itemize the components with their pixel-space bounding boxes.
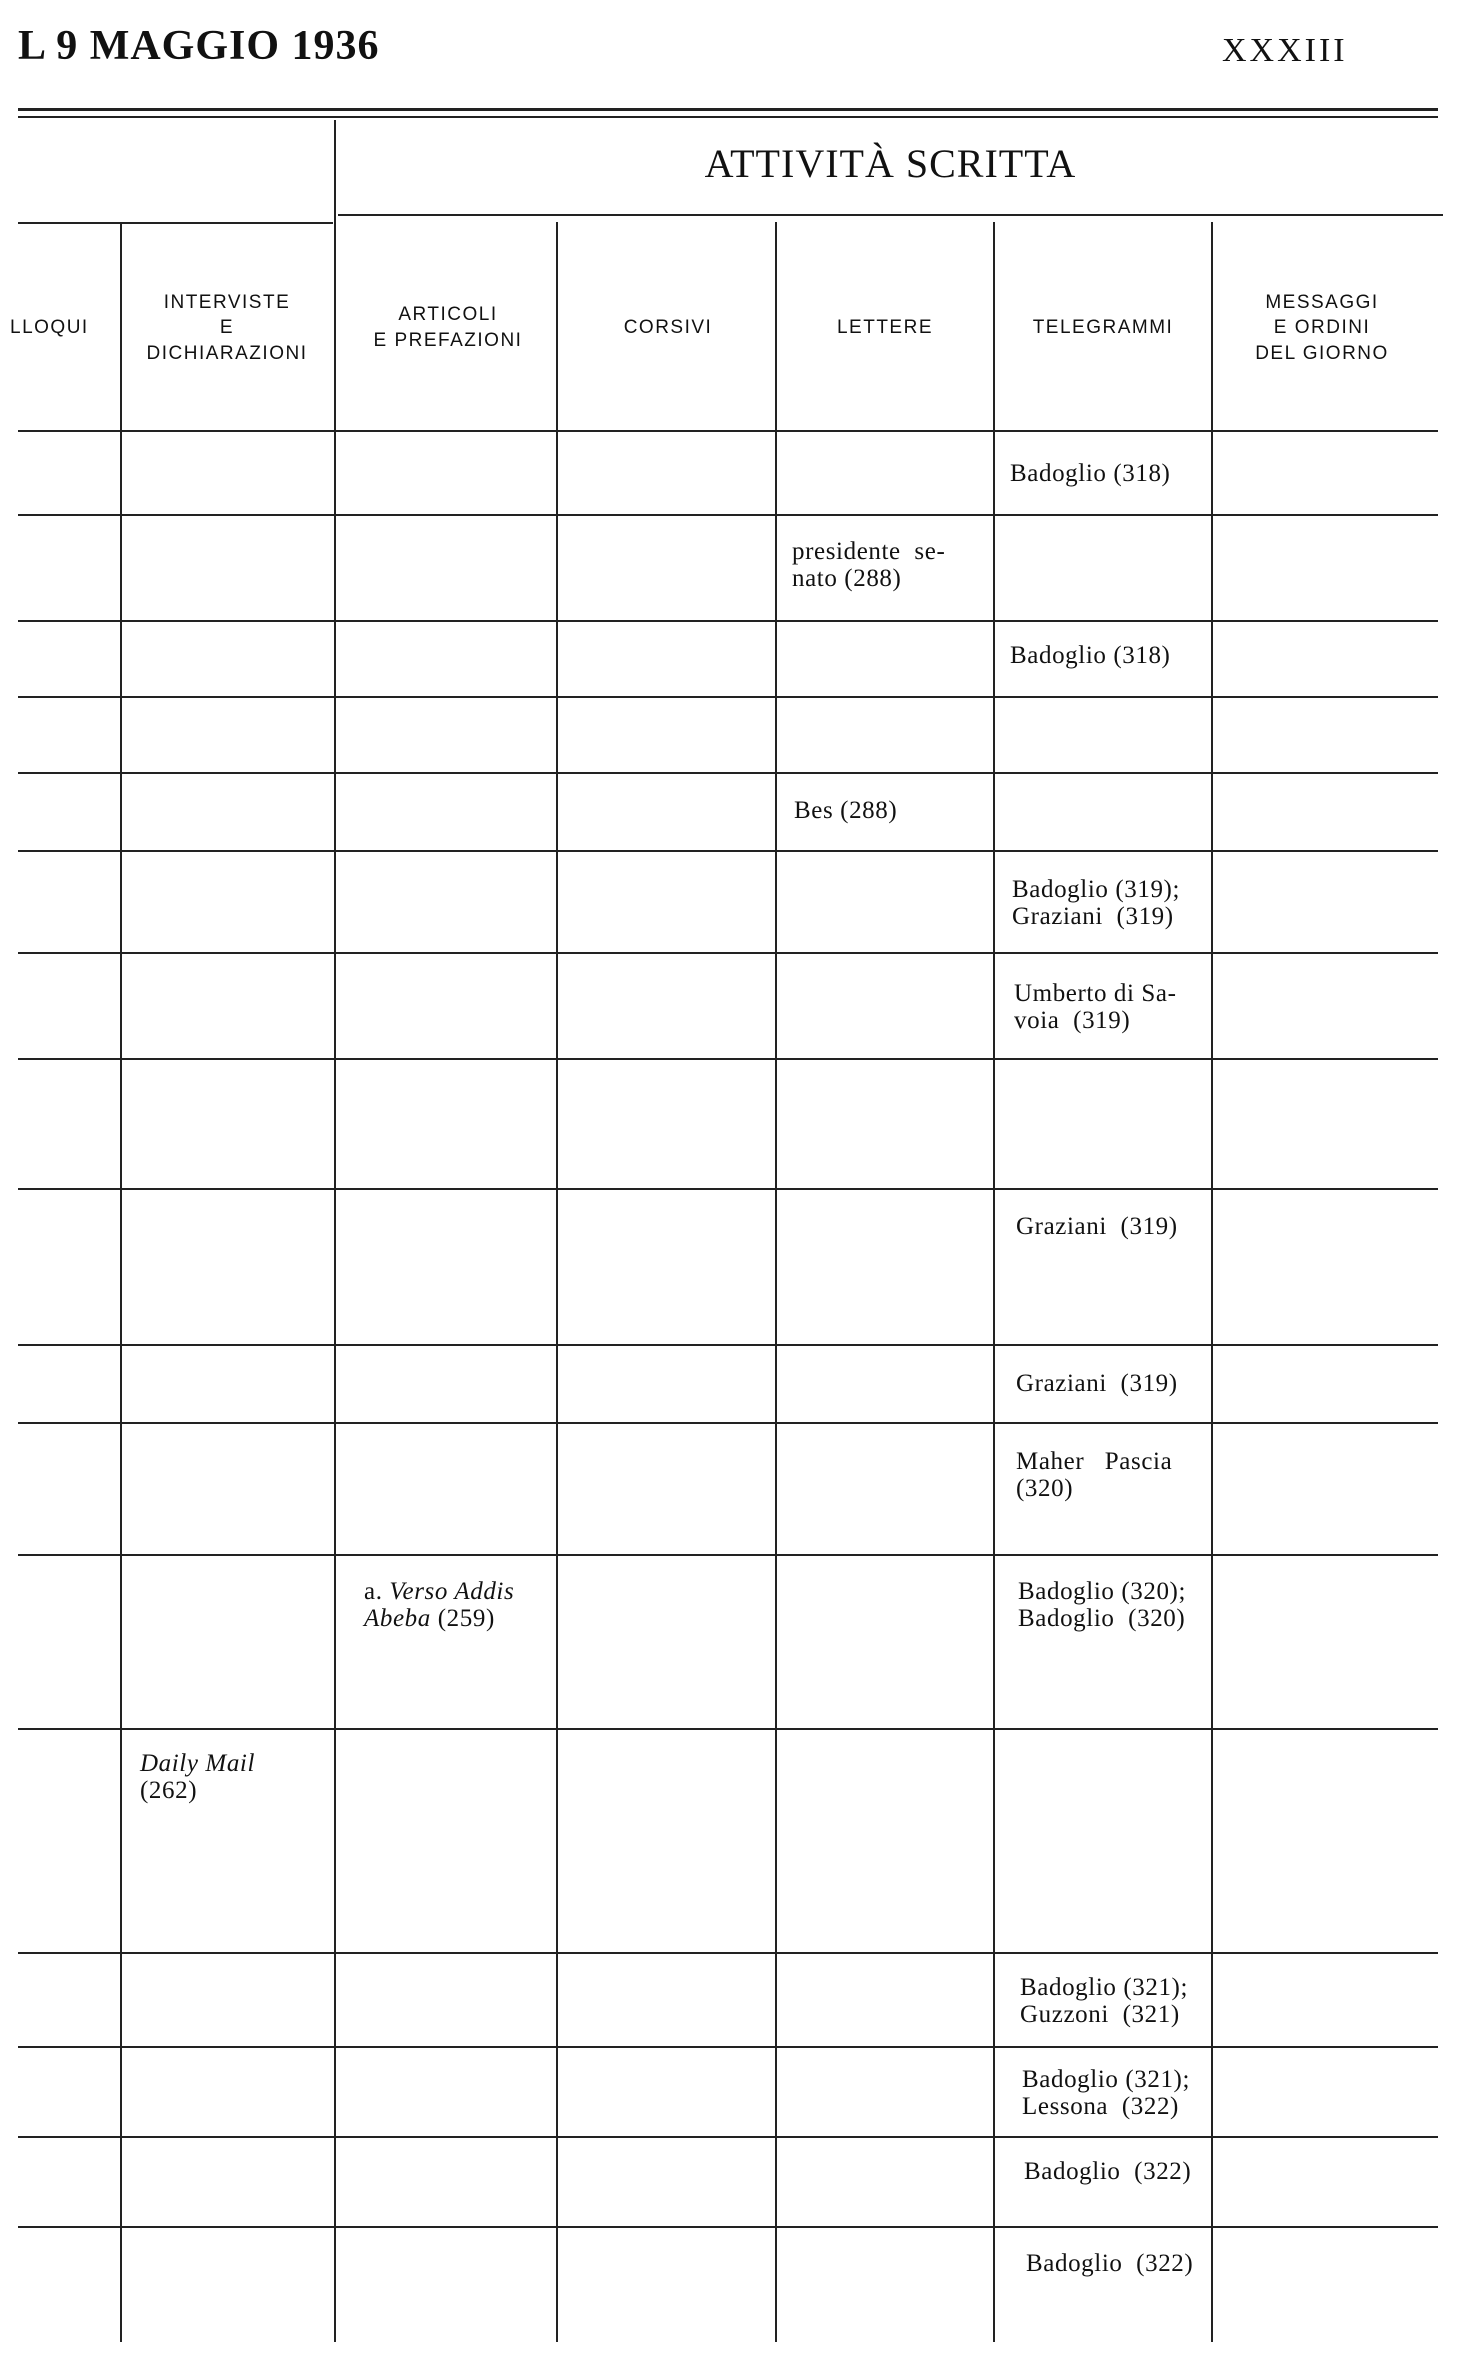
column-header-lettere: LETTERE	[836, 317, 934, 339]
telegram-entry: Badoglio (318)	[1010, 460, 1171, 487]
interview-entry-name: Daily Mail	[140, 1750, 256, 1777]
telegram-entry: Maher Pascia (320)	[1016, 1448, 1173, 1502]
column-header-messaggi-label: MESSAGGI E ORDINI DEL GIORNO	[1255, 291, 1389, 364]
row-divider	[18, 1728, 1438, 1730]
column-divider	[334, 120, 336, 2342]
row-divider	[18, 620, 1438, 622]
column-header-interviste	[122, 268, 332, 388]
section-title: ATTIVITÀ SCRITTA	[704, 141, 1077, 186]
column-divider	[556, 222, 558, 2342]
article-entry-prefix: a.	[364, 1578, 390, 1605]
row-divider	[18, 952, 1438, 954]
telegram-entry: Badoglio (322)	[1024, 2158, 1192, 2185]
column-header-corsivi: CORSIVI	[623, 317, 713, 339]
row-divider	[18, 696, 1438, 698]
row-divider	[18, 1422, 1438, 1424]
column-header-colloqui: LLOQUI	[10, 317, 89, 339]
telegram-entry: Badoglio (319); Graziani (319)	[1012, 876, 1181, 930]
column-divider	[775, 222, 777, 2342]
telegram-entry: Badoglio (318)	[1010, 642, 1171, 669]
row-divider	[18, 1058, 1438, 1060]
interview-entry-ref: (262)	[140, 1777, 198, 1804]
interview-entry	[140, 1750, 255, 1804]
top-rule-thin	[18, 116, 1438, 118]
page-date-header: L 9 MAGGIO 1936	[18, 23, 380, 69]
row-divider	[18, 1188, 1438, 1190]
section-title-rule	[338, 214, 1443, 216]
column-divider	[120, 222, 122, 2342]
column-header-articoli-label: ARTICOLI E PREFAZIONI	[373, 304, 523, 351]
page-number: XXXIII	[1222, 32, 1348, 69]
row-divider	[18, 430, 1438, 432]
column-divider	[1211, 222, 1213, 2342]
telegram-entry: Umberto di Sa- voia (319)	[1014, 980, 1177, 1034]
letter-entry: presidente se- nato (288)	[792, 538, 946, 592]
letter-entry: Bes (288)	[794, 797, 898, 824]
article-entry	[364, 1578, 514, 1632]
column-divider	[993, 222, 995, 2342]
telegram-entry: Badoglio (322)	[1026, 2250, 1194, 2277]
top-rule	[18, 108, 1438, 111]
row-divider	[18, 2046, 1438, 2048]
row-divider	[18, 514, 1438, 516]
row-divider	[18, 2226, 1438, 2228]
telegram-entry: Badoglio (321); Lessona (322)	[1022, 2066, 1191, 2120]
column-header-telegrammi: TELEGRAMMI	[1032, 317, 1174, 339]
telegram-entry: Badoglio (320); Badoglio (320)	[1018, 1578, 1187, 1632]
row-divider	[18, 1554, 1438, 1556]
row-divider	[18, 1952, 1438, 1954]
column-header-articoli	[338, 268, 558, 388]
row-divider	[18, 850, 1438, 852]
telegram-entry: Graziani (319)	[1016, 1370, 1178, 1397]
row-divider	[18, 1344, 1438, 1346]
column-header-interviste-label: INTERVISTE E DICHIARAZIONI	[146, 291, 308, 364]
telegram-entry: Graziani (319)	[1016, 1213, 1178, 1240]
left-heading-rule	[18, 222, 333, 224]
article-entry-ref: (259)	[430, 1605, 495, 1632]
article-entry-title: Verso Addis	[389, 1578, 515, 1605]
telegram-entry: Badoglio (321); Guzzoni (321)	[1020, 1974, 1189, 2028]
row-divider	[18, 772, 1438, 774]
column-header-messaggi	[1212, 268, 1432, 388]
row-divider	[18, 2136, 1438, 2138]
article-entry-title-cont: Abeba	[364, 1605, 431, 1632]
